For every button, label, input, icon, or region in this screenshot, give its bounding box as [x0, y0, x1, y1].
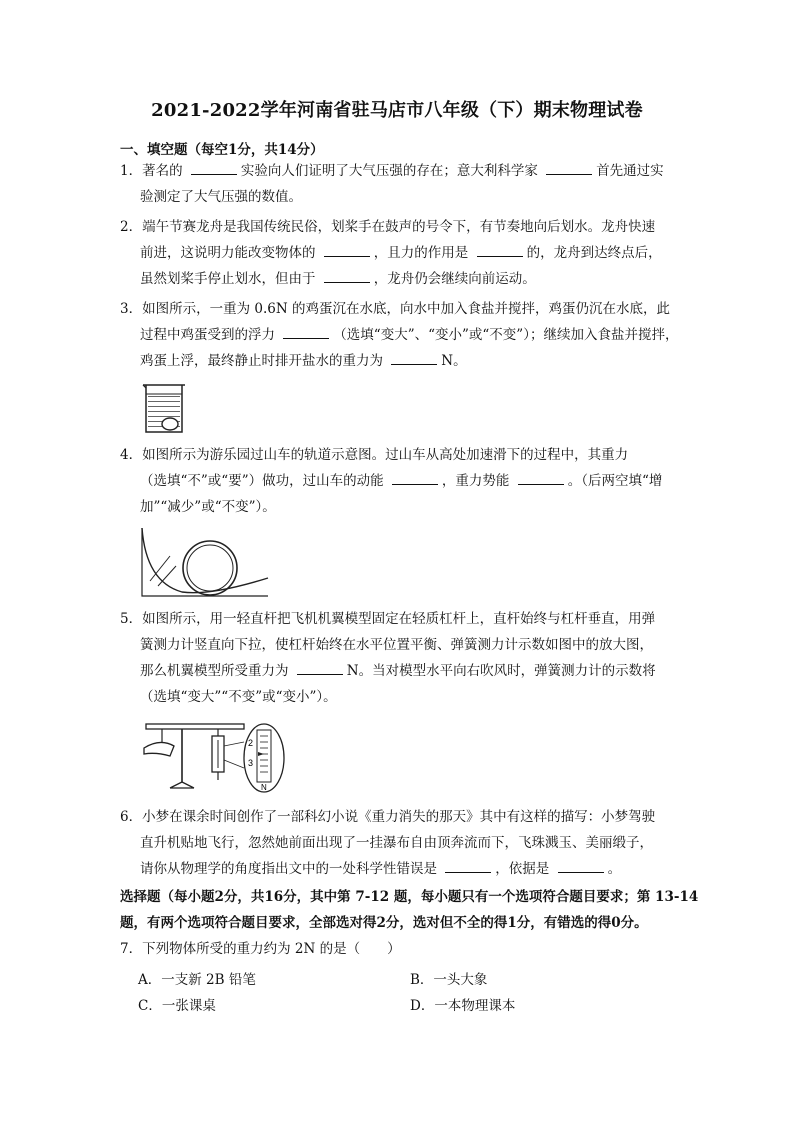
lever-wing-figure — [140, 716, 292, 794]
section2-line-2: 题，有两个选项符合题目要求，全部选对得2分，选对但不全的得1分，有错选的得0分。 — [120, 915, 648, 931]
q7-stem: 7．下列物体所受的重力约为 2N 的是（ ） — [120, 941, 401, 957]
answer-blank — [445, 858, 491, 873]
q7-option-b[interactable]: B．一头大象 — [410, 972, 488, 988]
beaker-egg-figure — [140, 382, 188, 434]
section-heading-fill-blank: 一、填空题（每空1分，共14分） — [120, 142, 324, 158]
q7-option-c[interactable]: C．一张课桌 — [138, 998, 216, 1014]
q5-text-3a: 那么机翼模型所受重力为 — [140, 663, 293, 679]
answer-blank — [477, 242, 523, 257]
answer-blank — [391, 350, 437, 365]
scale-label-n: N — [261, 783, 267, 792]
answer-blank — [324, 242, 370, 257]
q2-text-2b: ，且力的作用是 — [373, 245, 473, 261]
q7-option-a[interactable]: A．一支新 2B 铅笔 — [138, 972, 256, 988]
question-7 — [120, 936, 690, 962]
q1-text-c: 首先通过实 — [596, 163, 664, 179]
q1-line-2: 验测定了大气压强的数值。 — [140, 189, 302, 205]
q6-line-1: 6．小梦在课余时间创作了一部科幻小说《重力消失的那天》其中有这样的描写：小梦驾驶 — [120, 809, 656, 825]
q3-text-2b: （选填“变大”、“变小”或“不变”）；继续加入食盐并搅拌， — [333, 327, 679, 343]
answer-blank — [191, 160, 237, 175]
question-1 — [120, 158, 690, 210]
question-6 — [120, 804, 690, 882]
question-4 — [120, 442, 690, 520]
answer-blank — [558, 858, 604, 873]
q3-text-3a: 鸡蛋上浮，最终静止时排开盐水的重力为 — [140, 353, 388, 369]
q5-text-3b: N。当对模型水平向右吹风时，弹簧测力计的示数将 — [346, 663, 656, 679]
answer-blank — [518, 470, 564, 485]
q4-line-1: 4．如图所示为游乐园过山车的轨道示意图。过山车从高处加速滑下的过程中，其重力 — [120, 447, 629, 463]
q1-text-b: 实验向人们证明了大气压强的存在；意大利科学家 — [240, 163, 543, 179]
q2-text-2a: 前进，这说明力能改变物体的 — [140, 245, 320, 261]
question-3 — [120, 296, 690, 374]
section-heading-choice — [120, 884, 699, 936]
answer-blank — [546, 160, 592, 175]
scale-label-3: 3 — [248, 758, 254, 768]
q2-text-3a: 虽然划桨手停止划水，但由于 — [140, 271, 320, 287]
roller-coaster-figure — [140, 526, 270, 598]
q2-text-3b: ，龙舟仍会继续向前运动。 — [373, 271, 536, 287]
section2-line-1: 选择题（每小题2分，共16分，其中第 7-12 题，每小题只有一个选项符合题目要求；第 13-14 — [120, 889, 699, 905]
q6-line-2: 直升机贴地飞行，忽然她前面出现了一挂瀑布自由顶奔流而下，飞珠溅玉、美丽缎子， — [140, 835, 653, 851]
q6-text-3a: 请你从物理学的角度指出文中的一处科学性错误是 — [140, 861, 442, 877]
q4-text-2b: ，重力势能 — [441, 473, 514, 489]
q6-text-3c: 。 — [607, 861, 622, 877]
q3-text-3b: N。 — [441, 353, 467, 369]
q4-text-2a: （选填“不”或“要”）做功，过山车的动能 — [140, 473, 388, 489]
q3-line-1: 3．如图所示，一重为 0.6N 的鸡蛋沉在水底，向水中加入食盐并搅拌，鸡蛋仍沉在水底，此 — [120, 301, 670, 317]
answer-blank — [392, 470, 438, 485]
question-2 — [120, 214, 690, 292]
question-5 — [120, 606, 690, 710]
q5-line-4: （选填“变大”“不变”或“变小”）。 — [140, 689, 337, 705]
q2-line-1: 2．端午节赛龙舟是我国传统民俗，划桨手在鼓声的号令下，有节奏地向后划水。龙舟快速 — [120, 219, 656, 235]
q5-line-1: 5．如图所示，用一轻直杆把飞机机翼模型固定在轻质杠杆上，直杆始终与杠杆垂直，用弹 — [120, 611, 656, 627]
page-title: 2021-2022学年河南省驻马店市八年级（下）期末物理试卷 — [151, 100, 643, 121]
q2-text-2c: 的，龙舟到达终点后， — [526, 245, 662, 261]
q4-text-2c: 。（后两空填“增 — [567, 473, 663, 489]
answer-blank — [297, 660, 343, 675]
q3-text-2a: 过程中鸡蛋受到的浮力 — [140, 327, 280, 343]
q6-text-3b: ，依据是 — [495, 861, 554, 877]
answer-blank — [324, 268, 370, 283]
answer-blank — [283, 324, 329, 339]
q1-text-a: 1．著名的 — [120, 163, 187, 179]
scale-label-2: 2 — [248, 738, 254, 748]
q4-line-3: 加”“减少”或“不变”）。 — [140, 499, 276, 515]
q5-line-2: 簧测力计竖直向下拉，使杠杆始终在水平位置平衡、弹簧测力计示数如图中的放大图， — [140, 637, 653, 653]
q7-option-d[interactable]: D．一本物理课本 — [410, 998, 516, 1014]
